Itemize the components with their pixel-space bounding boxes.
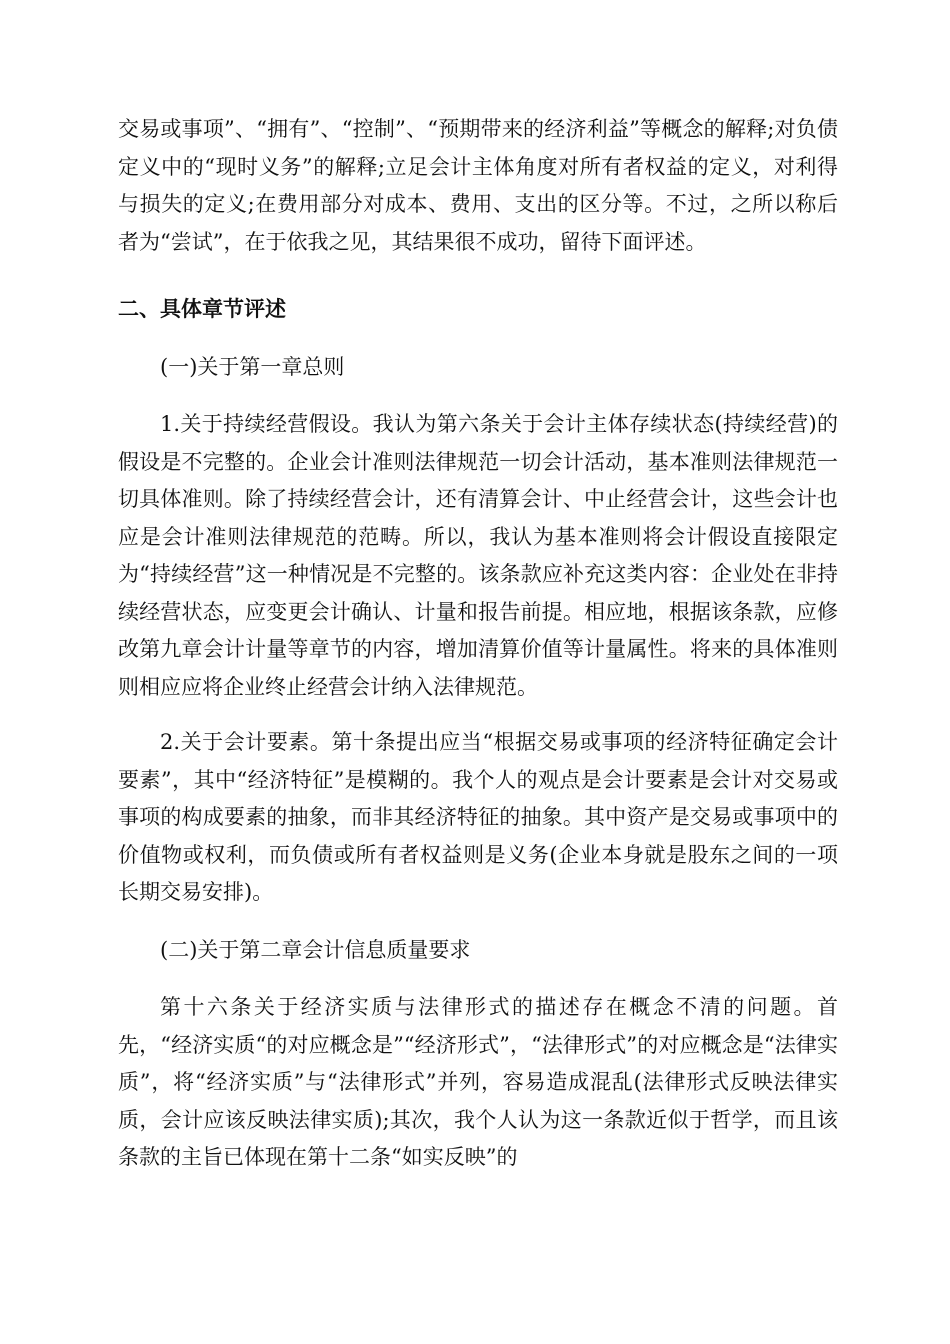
paragraph-going-concern: 1.关于持续经营假设。我认为第六条关于会计主体存续状态(持续经营)的假设是不完整的。企业会计准则法律规范一切会计活动，基本准则法律规范一切具体准则。除了持续经营会计，还有清算会计、中止经营会计，这些会计也应是会计准则法律规范的范畴。所以，我认为基本准则将会计假设直接限定为“持续经营”这一种情况是不完整的。该条款应补充这类内容：企业处在非持续经营状态，应变更会计确认、计量和报告前提。相应地，根据该条款，应修改第九章会计计量等章节的内容，增加清算价值等计量属性。将来的具体准则则相应应将企业终止经营会计纳入法律规范。 [118, 412, 838, 699]
subsection-heading-general-rules: (一)关于第一章总则 [160, 354, 345, 379]
section-heading: 二、具体章节评述 [118, 297, 286, 321]
paragraph-continuation: 交易或事项”、“拥有”、“控制”、“预期带来的经济利益”等概念的解释;对负债定义中的“现时义务”的解释;立足会计主体角度对所有者权益的定义，对利得与损失的定义;在费用部分对成本、费用、支出的区分等。不过，之所以称后者为“尝试”，在于依我之见，其结果很不成功，留待下面评述。 [118, 117, 838, 254]
paragraph-accounting-elements: 2.关于会计要素。第十条提出应当“根据交易或事项的经济特征确定会计要素”，其中“经济特征”是模糊的。我个人的观点是会计要素是会计对交易或事项的构成要素的抽象，而非其经济特征的抽象。其中资产是交易或事项中的价值物或权利，而负债或所有者权益则是义务(企业本身就是股东之间的一项长期交易安排)。 [118, 730, 838, 904]
paragraph-substance-over-form: 第十六条关于经济实质与法律形式的描述存在概念不清的问题。首先，“经济实质“的对应概念是”“经济形式”，“法律形式”的对应概念是“法律实质”，将“经济实质”与“法律形式”并列，容易造成混乱(法律形式反映法律实质，会计应该反映法律实质);其次，我个人认为这一条款近似于哲学，而且该条款的主旨已体现在第十二条“如实反映”的 [118, 995, 838, 1169]
subsection-heading-information-quality: (二)关于第二章会计信息质量要求 [160, 937, 471, 962]
